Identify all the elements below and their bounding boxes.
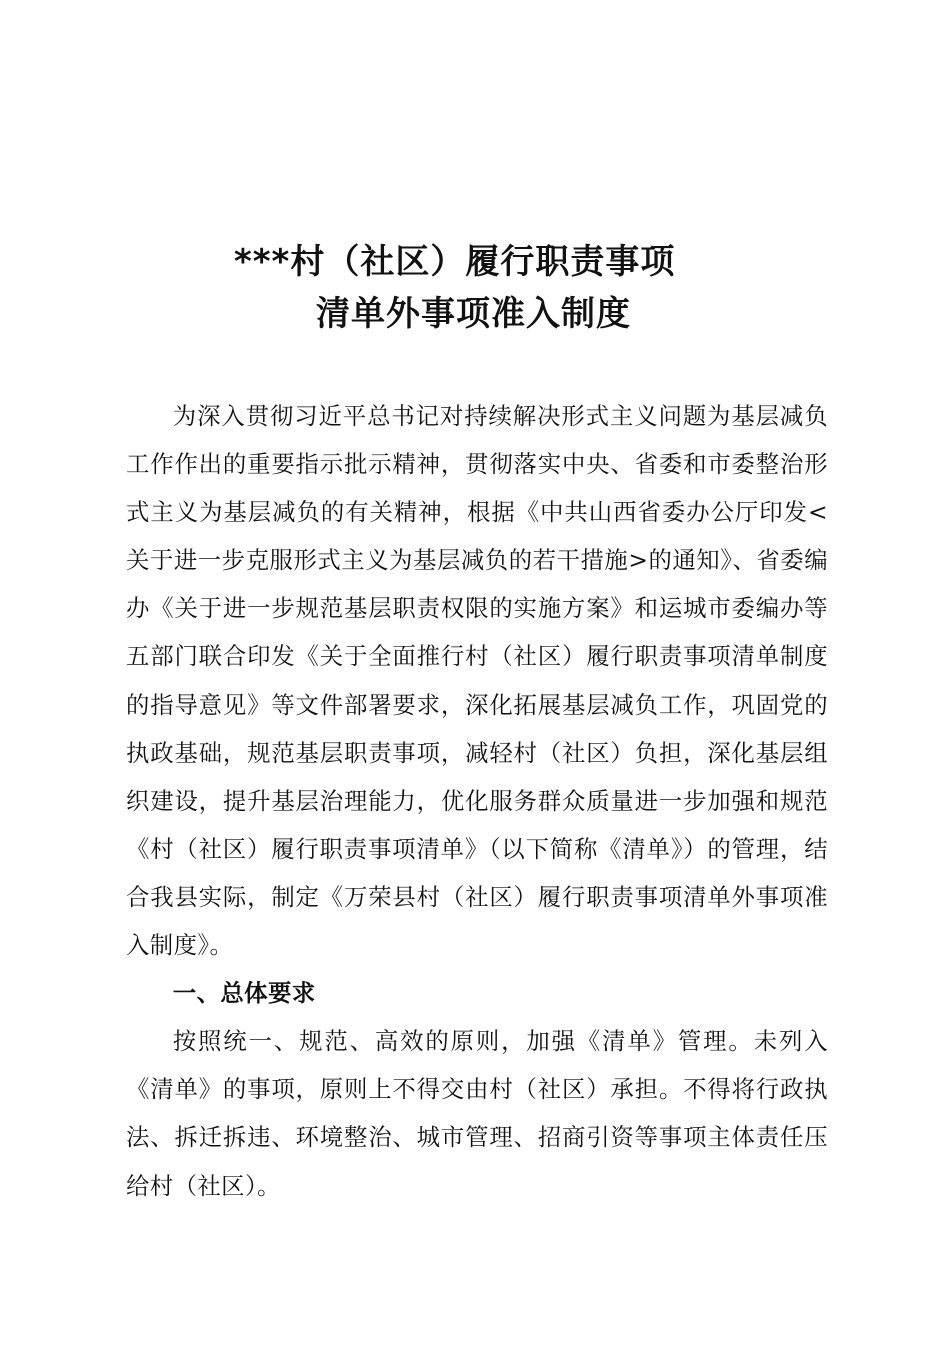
title-line-2: 清单外事项准入制度 [316,294,631,334]
section-heading-general-requirements: 一、总体要求 [172,979,316,1008]
document-body [126,392,828,1210]
title-line-1: ***村（社区）履行职责事项 [234,242,676,282]
intro-paragraph: 为深入贯彻习近平总书记对持续解决形式主义问题为基层减负工作作出的重要指示批示精神，贯彻落实中央、省委和市委整治形式主义为基层减负的有关精神，根据《中共山西省委办公厅印发<关于进一步克服形式主义为基层减负的若干措施>的通知》、省委编办《关于进一步规范基层职责权限的实施方案》和运城市委编办等五部门联合印发《关于全面推行村（社区）履行职责事项清单制度的指导意见》等文件部署要求，深化拓展基层减负工作，巩固党的执政基础，规范基层职责事项，减轻村（社区）负担，深化基层组织建设，提升基层治理能力，优化服务群众质量进一步加强和规范《村（社区）履行职责事项清单》（以下简称《清单》）的管理，结合我县实际，制定《万荣县村（社区）履行职责事项清单外事项准入制度》。 [126,402,828,960]
section-paragraph-general-requirements: 按照统一、规范、高效的原则，加强《清单》管理。未列入《清单》的事项，原则上不得交由村（社区）承担。不得将行政执法、拆迁拆违、环境整治、城市管理、招商引资等事项主体责任压给村（社区）。 [126,1027,828,1200]
